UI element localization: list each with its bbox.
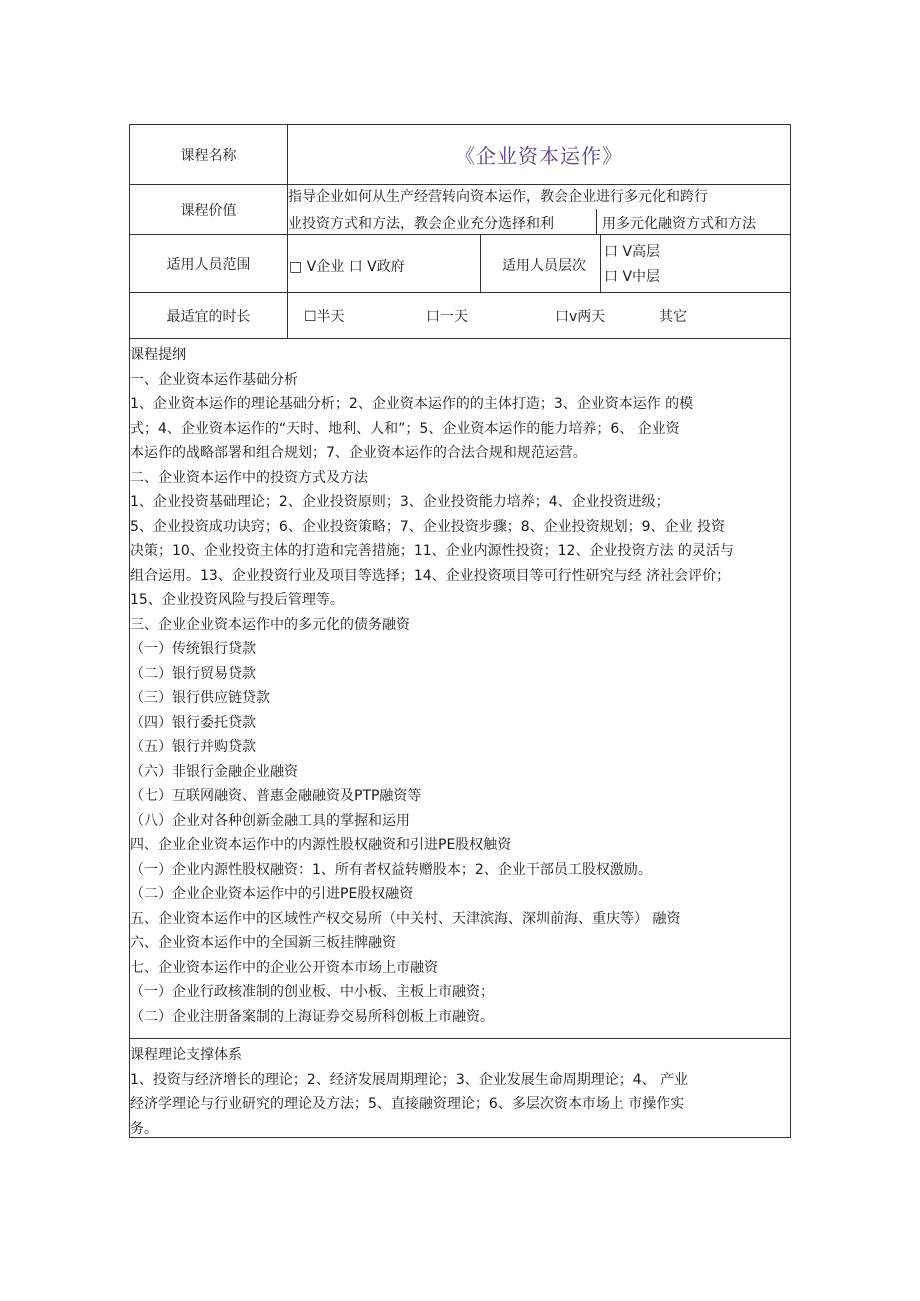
course-name-label: 课程名称 xyxy=(130,125,288,184)
audience-level-senior[interactable]: 口 V高层 xyxy=(604,244,661,260)
duration-one-day[interactable]: 口一天 xyxy=(426,309,468,325)
course-value-line1: 指导企业如何从生产经营转向资本运作，教会企业进行多元化和跨行 xyxy=(288,189,708,205)
course-value-row xyxy=(129,184,791,234)
outline-line: （一）企业行政核准制的创业板、中小板、主板上市融资； xyxy=(130,984,494,1000)
outline-line: （八）企业对各种创新金融工具的掌握和运用 xyxy=(130,812,410,829)
audience-row xyxy=(129,234,791,292)
outline-line: （四）银行委托贷款 xyxy=(130,714,256,731)
duration-other[interactable]: 其它 xyxy=(659,309,687,325)
outline-line: （二）企业企业资本运作中的引进PE股权融资 xyxy=(130,886,414,902)
outline-line: 六、企业资本运作中的全国新三板挂牌融资 xyxy=(130,935,396,951)
duration-half-day[interactable]: ☐半天 xyxy=(304,309,345,325)
outline-line: 本运作的战略部署和组合规划；7、企业资本运作的合法合规和规范运营。 xyxy=(130,445,587,461)
theory-heading: 课程理论支撑体系 xyxy=(130,1047,242,1063)
outline-line: 式；4、企业资本运作的“天时、地利、人和”；5、企业资本运作的能力培养；6、 企业资 xyxy=(130,420,680,437)
outline-line: （六）非银行金融企业融资 xyxy=(130,763,298,780)
audience-scope-options[interactable]: □ V企业 口 V政府 xyxy=(289,259,405,275)
outline-line: 1、企业投资基础理论；2、企业投资原则；3、企业投资能力培养；4、企业投资进级； xyxy=(130,494,670,510)
outline-line: （五）银行并购贷款 xyxy=(130,739,256,755)
outline-line: （二）银行贸易贷款 xyxy=(130,665,256,682)
course-value-line2b: 用多元化融资方式和方法 xyxy=(602,216,756,232)
course-name-row xyxy=(129,124,791,184)
outline-line: 组合运用。13、企业投资行业及项目等选择；14、企业投资项目等可行性研究与经 济社会评价； xyxy=(130,567,731,584)
outline-line: （一）企业内源性股权融资：1、所有者权益转赠股本；2、企业干部员工股权激励。 xyxy=(130,861,652,878)
theory-line: 经济学理论与行业研究的理论及方法；5、直接融资理论；6、多层次资本市场上 市操作实 xyxy=(130,1096,685,1112)
audience-level-middle[interactable]: 口 V中层 xyxy=(604,269,661,285)
outline-line: 二、企业资本运作中的投资方式及方法 xyxy=(130,469,368,486)
outline-line: 1、企业资本运作的理论基础分析；2、企业资本运作的的主体打造；3、企业资本运作 的模 xyxy=(130,396,694,412)
outline-line: 5、企业投资成功诀窍；6、企业投资策略；7、企业投资步骤；8、企业投资规划；9、企业 投资 xyxy=(130,518,725,535)
audience-scope-label: 适用人员范围 xyxy=(130,235,288,292)
course-table xyxy=(129,124,791,1138)
outline-line: （七）互联网融资、普惠金融融资及PTP融资等 xyxy=(130,788,422,804)
course-value-label: 课程价值 xyxy=(130,185,288,234)
outline-line: （三）银行供应链贷款 xyxy=(130,690,270,706)
outline-line: （一）传统银行贷款 xyxy=(130,641,256,657)
theory-line: 1、投资与经济增长的理论；2、经济发展周期理论；3、企业发展生命周期理论；4、 产业 xyxy=(130,1071,689,1088)
outline-line: 15、企业投资风险与投后管理等。 xyxy=(130,592,344,608)
audience-level-label: 适用人员层次 xyxy=(502,258,586,274)
duration-row xyxy=(129,292,791,338)
outline-line: 三、企业企业资本运作中的多元化的债务融资 xyxy=(130,616,410,633)
duration-two-days[interactable]: 口v两天 xyxy=(555,309,606,325)
course-title: 《企业资本运作》 xyxy=(455,144,623,168)
course-value-line2a: 业投资方式和方法，教会企业充分选择和利 xyxy=(288,216,554,232)
outline-line: 五、企业资本运作中的区域性产权交易所（中关村、天津滨海、深圳前海、重庆等） 融资 xyxy=(130,910,681,927)
outline-line: 一、企业资本运作基础分析 xyxy=(130,371,298,388)
outline-line: 四、企业企业资本运作中的内源性股权融资和引进PE股权触资 xyxy=(130,837,512,853)
outline-line: 决策；10、企业投资主体的打造和完善措施；11、企业内源性投资；12、企业投资方法 的灵活与 xyxy=(130,543,734,559)
theory-line: 务。 xyxy=(130,1120,158,1137)
outline-section xyxy=(129,338,791,1038)
outline-line: （二）企业注册备案制的上海证券交易所科创板上市融资。 xyxy=(130,1008,494,1025)
theory-section xyxy=(129,1038,791,1138)
duration-label: 最适宜的时长 xyxy=(130,293,288,338)
outline-heading: 课程提纲 xyxy=(130,347,186,363)
outline-line: 七、企业资本运作中的企业公开资本市场上市融资 xyxy=(130,959,438,976)
